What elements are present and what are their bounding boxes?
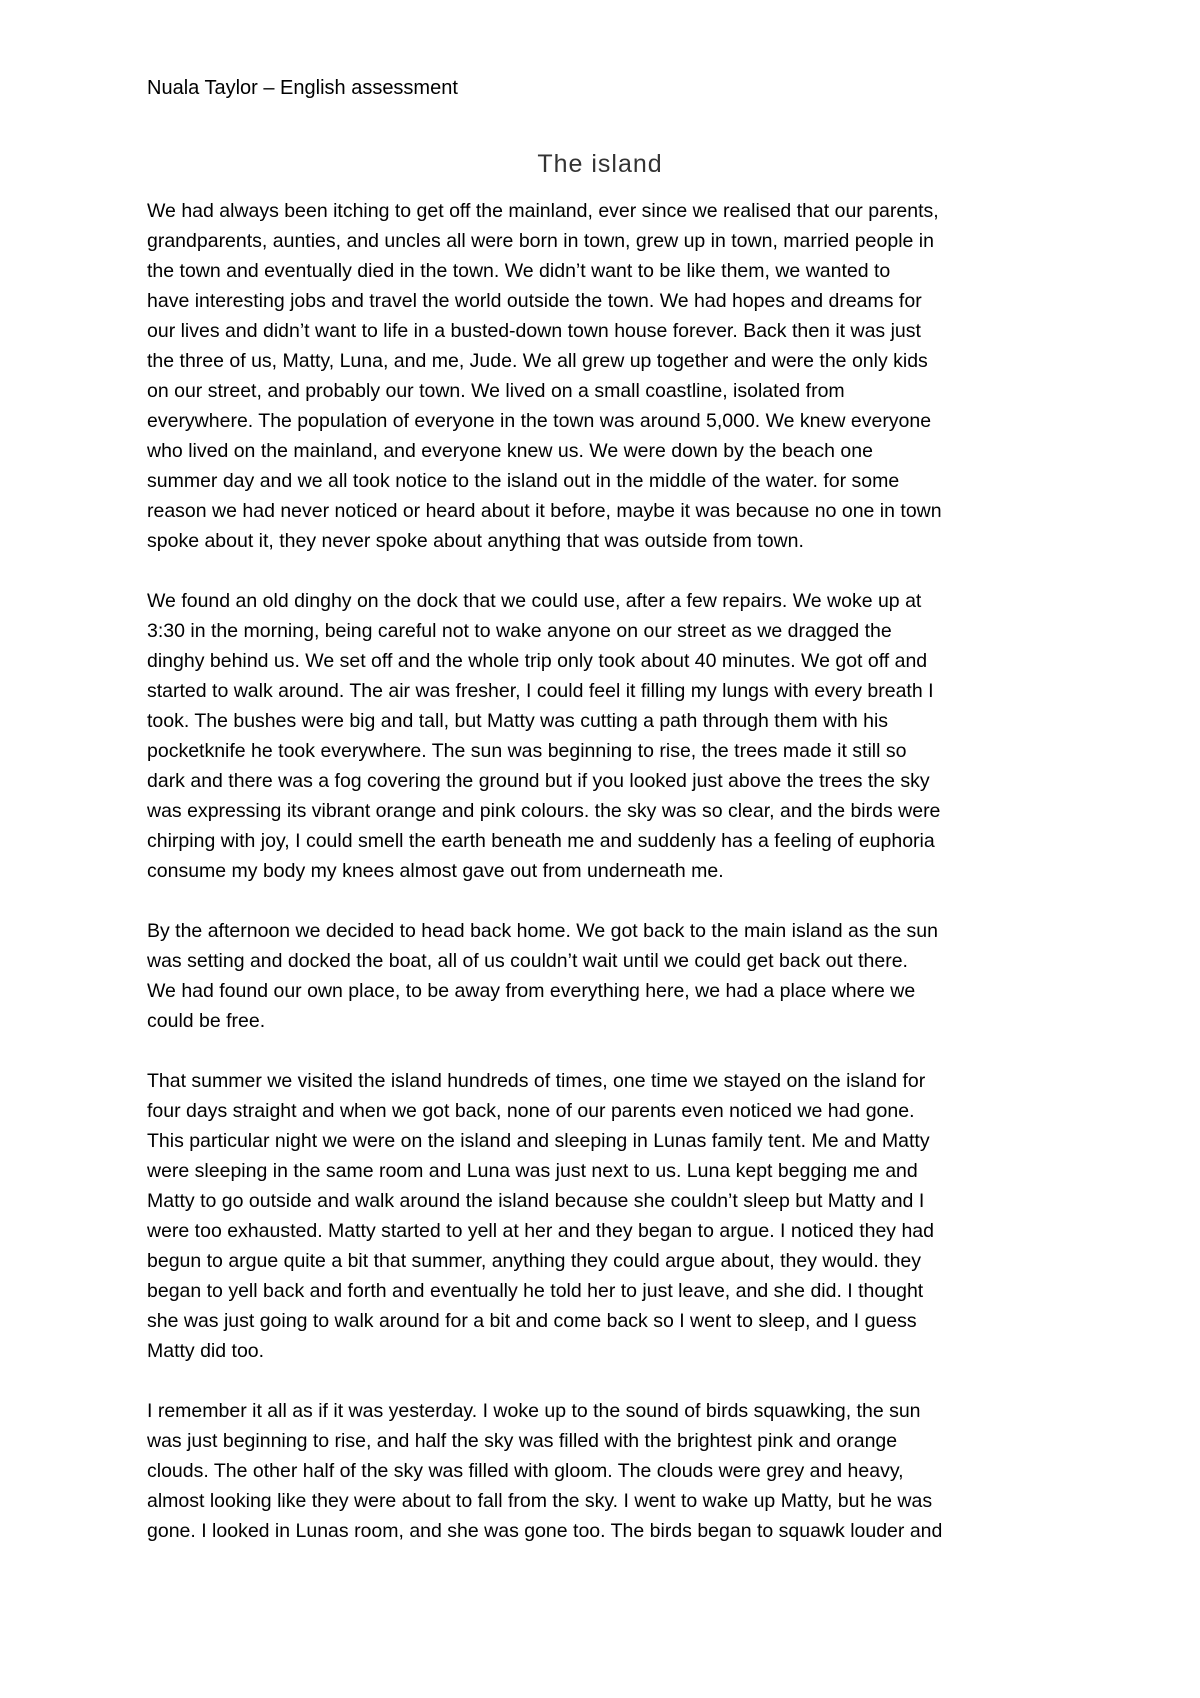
paragraph-line: was setting and docked the boat, all of us couldn’t wait until we could get back out there. bbox=[147, 950, 908, 972]
paragraph bbox=[147, 1396, 1067, 1546]
document-title: The island bbox=[537, 150, 663, 178]
paragraph-line: were sleeping in the same room and Luna was just next to us. Luna kept begging me and bbox=[147, 1160, 918, 1182]
paragraph-line: chirping with joy, I could smell the earth beneath me and suddenly has a feeling of euphoria bbox=[147, 830, 935, 852]
paragraph bbox=[147, 196, 1067, 556]
paragraph-line: Matty to go outside and walk around the island because she couldn’t sleep but Matty and I bbox=[147, 1190, 925, 1212]
paragraph bbox=[147, 586, 1067, 886]
document-header: Nuala Taylor – English assessment bbox=[147, 77, 458, 99]
paragraph-line: begun to argue quite a bit that summer, anything they could argue about, they would. they bbox=[147, 1250, 922, 1272]
paragraph-line: have interesting jobs and travel the world outside the town. We had hopes and dreams for bbox=[147, 290, 922, 312]
paragraph-line: We had found our own place, to be away from everything here, we had a place where we bbox=[147, 980, 916, 1002]
paragraph-line: began to yell back and forth and eventually he told her to just leave, and she did. I thought bbox=[147, 1280, 924, 1302]
paragraph-line: grandparents, aunties, and uncles all were born in town, grew up in town, married people in bbox=[147, 230, 934, 252]
paragraph-line: 3:30 in the morning, being careful not to wake anyone on our street as we dragged the bbox=[147, 620, 892, 642]
paragraph-line: could be free. bbox=[147, 1010, 266, 1032]
paragraph-line: pocketknife he took everywhere. The sun was beginning to rise, the trees made it still so bbox=[147, 740, 907, 762]
paragraph-line: reason we had never noticed or heard about it before, maybe it was because no one in town bbox=[147, 500, 942, 522]
paragraph-line: four days straight and when we got back, none of our parents even noticed we had gone. bbox=[147, 1100, 915, 1122]
paragraph-line: took. The bushes were big and tall, but Matty was cutting a path through them with his bbox=[147, 710, 889, 732]
paragraph-line: Matty did too. bbox=[147, 1340, 265, 1362]
paragraph-line: summer day and we all took notice to the island out in the middle of the water. for some bbox=[147, 470, 900, 492]
document-body bbox=[147, 196, 1067, 1576]
paragraph-line: was expressing its vibrant orange and pink colours. the sky was so clear, and the birds were bbox=[147, 800, 941, 822]
paragraph-line: clouds. The other half of the sky was filled with gloom. The clouds were grey and heavy, bbox=[147, 1460, 904, 1482]
paragraph-line: our lives and didn’t want to life in a busted-down town house forever. Back then it was just bbox=[147, 320, 921, 342]
paragraph-line: consume my body my knees almost gave out from underneath me. bbox=[147, 860, 724, 882]
paragraph bbox=[147, 1066, 1067, 1366]
paragraph-line: who lived on the mainland, and everyone knew us. We were down by the beach one bbox=[147, 440, 873, 462]
paragraph-line: was just beginning to rise, and half the sky was filled with the brightest pink and orange bbox=[147, 1430, 898, 1452]
paragraph-line: everywhere. The population of everyone in the town was around 5,000. We knew everyone bbox=[147, 410, 932, 432]
paragraph-line: were too exhausted. Matty started to yell at her and they began to argue. I noticed they had bbox=[147, 1220, 934, 1242]
paragraph-line: spoke about it, they never spoke about anything that was outside from town. bbox=[147, 530, 804, 552]
paragraph-line: This particular night we were on the island and sleeping in Lunas family tent. Me and Matty bbox=[147, 1130, 930, 1152]
paragraph-line: dark and there was a fog covering the ground but if you looked just above the trees the sky bbox=[147, 770, 930, 792]
paragraph-line: dinghy behind us. We set off and the whole trip only took about 40 minutes. We got off and bbox=[147, 650, 928, 672]
paragraph-line: gone. I looked in Lunas room, and she was gone too. The birds began to squawk louder and bbox=[147, 1520, 943, 1542]
paragraph-line: almost looking like they were about to fall from the sky. I went to wake up Matty, but he was bbox=[147, 1490, 933, 1512]
paragraph-line: she was just going to walk around for a bit and come back so I went to sleep, and I guess bbox=[147, 1310, 917, 1332]
paragraph-line: on our street, and probably our town. We lived on a small coastline, isolated from bbox=[147, 380, 845, 402]
paragraph-line: We had always been itching to get off the mainland, ever since we realised that our parents, bbox=[147, 200, 939, 222]
paragraph-line: I remember it all as if it was yesterday. I woke up to the sound of birds squawking, the sun bbox=[147, 1400, 921, 1422]
paragraph-line: started to walk around. The air was fresher, I could feel it filling my lungs with every breath I bbox=[147, 680, 934, 702]
paragraph-line: the three of us, Matty, Luna, and me, Jude. We all grew up together and were the only kids bbox=[147, 350, 928, 372]
paragraph bbox=[147, 916, 1067, 1036]
paragraph-line: the town and eventually died in the town. We didn’t want to be like them, we wanted to bbox=[147, 260, 891, 282]
paragraph-line: We found an old dinghy on the dock that we could use, after a few repairs. We woke up at bbox=[147, 590, 922, 612]
paragraph-line: By the afternoon we decided to head back home. We got back to the main island as the sun bbox=[147, 920, 938, 942]
paragraph-line: That summer we visited the island hundreds of times, one time we stayed on the island for bbox=[147, 1070, 926, 1092]
